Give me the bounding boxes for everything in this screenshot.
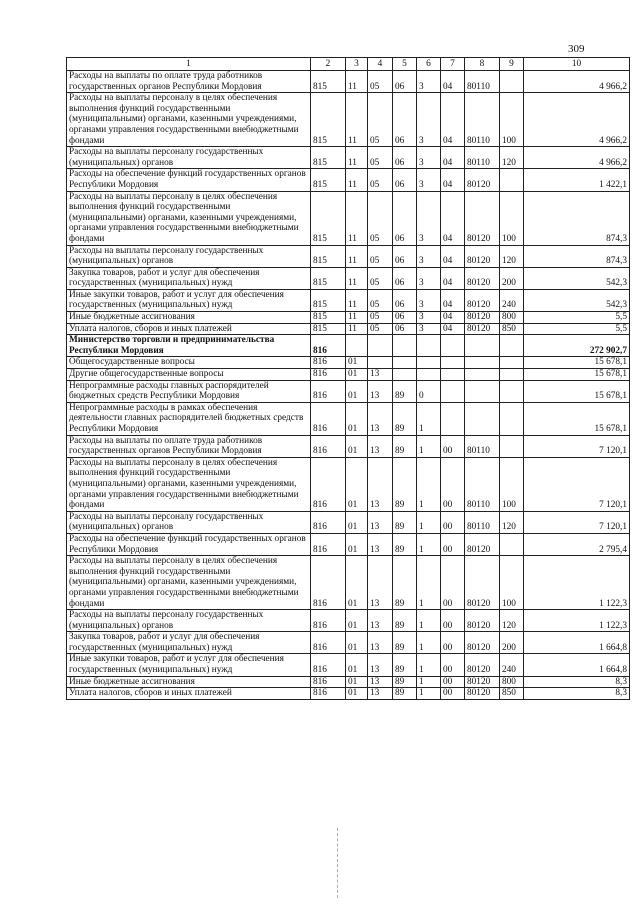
column-header: 8 bbox=[465, 58, 500, 71]
row-name-cell: Общегосударственные вопросы bbox=[67, 357, 311, 369]
code-cell bbox=[441, 402, 465, 435]
table-row bbox=[67, 93, 630, 147]
code-cell: 00 bbox=[441, 610, 465, 632]
column-header: 5 bbox=[393, 58, 417, 71]
code-cell: 89 bbox=[393, 402, 417, 435]
code-cell: 04 bbox=[441, 147, 465, 169]
code-cell: 06 bbox=[393, 312, 417, 324]
code-cell: 1 bbox=[417, 457, 441, 511]
code-cell: 89 bbox=[393, 556, 417, 610]
code-cell bbox=[441, 369, 465, 381]
code-cell: 100 bbox=[500, 93, 524, 147]
row-name-cell: Расходы на выплаты персоналу государственных (муниципальных) органов bbox=[67, 147, 311, 169]
code-cell: 850 bbox=[500, 688, 524, 700]
row-name-cell: Расходы на выплаты по оплате труда работников государственных органов Республики Мордовия bbox=[67, 435, 311, 457]
row-name-cell: Иные закупки товаров, работ и услуг для обеспечения государственных (муниципальных) нужд bbox=[67, 289, 311, 311]
code-cell: 00 bbox=[441, 654, 465, 676]
row-name-cell: Расходы на выплаты персоналу в целях обеспечения выполнения функций государственными (муниципальными) органами, казенными учреждениями, органами управления государственными внебюджетными фондами bbox=[67, 556, 311, 610]
row-name-cell: Расходы на обеспечение функций государственных органов Республики Мордовия bbox=[67, 169, 311, 191]
code-cell: 04 bbox=[441, 323, 465, 335]
code-cell: 3 bbox=[417, 289, 441, 311]
code-cell: 01 bbox=[346, 357, 368, 369]
table-body bbox=[67, 71, 630, 700]
table-row bbox=[67, 380, 630, 402]
row-name-cell: Закупка товаров, работ и услуг для обеспечения государственных (муниципальных) нужд bbox=[67, 632, 311, 654]
column-header: 6 bbox=[417, 58, 441, 71]
column-header: 9 bbox=[500, 58, 524, 71]
code-cell: 80120 bbox=[465, 676, 500, 688]
code-cell: 816 bbox=[311, 654, 346, 676]
code-cell: 01 bbox=[346, 511, 368, 533]
code-cell: 05 bbox=[368, 93, 393, 147]
amount-cell: 15 678,1 bbox=[524, 380, 630, 402]
code-cell: 13 bbox=[368, 610, 393, 632]
code-cell: 11 bbox=[346, 169, 368, 191]
code-cell: 01 bbox=[346, 380, 368, 402]
code-cell bbox=[393, 369, 417, 381]
code-cell: 01 bbox=[346, 688, 368, 700]
code-cell: 05 bbox=[368, 312, 393, 324]
code-cell: 06 bbox=[393, 267, 417, 289]
table-row bbox=[67, 556, 630, 610]
code-cell: 80110 bbox=[465, 147, 500, 169]
code-cell: 815 bbox=[311, 169, 346, 191]
code-cell: 815 bbox=[311, 323, 346, 335]
table-row bbox=[67, 357, 630, 369]
code-cell: 80110 bbox=[465, 93, 500, 147]
code-cell: 80120 bbox=[465, 556, 500, 610]
code-cell: 3 bbox=[417, 312, 441, 324]
code-cell: 89 bbox=[393, 632, 417, 654]
code-cell: 816 bbox=[311, 457, 346, 511]
code-cell: 80120 bbox=[465, 312, 500, 324]
code-cell: 816 bbox=[311, 435, 346, 457]
column-header: 10 bbox=[524, 58, 630, 71]
row-name-cell: Уплата налогов, сборов и иных платежей bbox=[67, 323, 311, 335]
code-cell bbox=[465, 357, 500, 369]
table-row bbox=[67, 169, 630, 191]
code-cell bbox=[441, 357, 465, 369]
code-cell: 3 bbox=[417, 191, 441, 245]
amount-cell: 1 122,3 bbox=[524, 556, 630, 610]
code-cell bbox=[500, 533, 524, 555]
table-row bbox=[67, 323, 630, 335]
code-cell: 815 bbox=[311, 245, 346, 267]
code-cell: 06 bbox=[393, 169, 417, 191]
code-cell: 11 bbox=[346, 289, 368, 311]
code-cell: 816 bbox=[311, 556, 346, 610]
code-cell: 815 bbox=[311, 191, 346, 245]
row-name-cell: Расходы на выплаты персоналу государственных (муниципальных) органов bbox=[67, 610, 311, 632]
code-cell: 815 bbox=[311, 93, 346, 147]
table-row bbox=[67, 676, 630, 688]
code-cell bbox=[441, 335, 465, 357]
code-cell bbox=[441, 380, 465, 402]
code-cell: 06 bbox=[393, 93, 417, 147]
code-cell: 05 bbox=[368, 71, 393, 93]
code-cell: 00 bbox=[441, 688, 465, 700]
table-row bbox=[67, 267, 630, 289]
code-cell: 100 bbox=[500, 191, 524, 245]
code-cell: 816 bbox=[311, 402, 346, 435]
amount-cell: 8,3 bbox=[524, 676, 630, 688]
code-cell: 816 bbox=[311, 357, 346, 369]
code-cell: 04 bbox=[441, 169, 465, 191]
code-cell: 80120 bbox=[465, 267, 500, 289]
row-name-cell: Расходы на выплаты персоналу в целях обеспечения выполнения функций государственными (муниципальными) органами, казенными учреждениями, органами управления государственными внебюджетными фондами bbox=[67, 93, 311, 147]
code-cell: 80120 bbox=[465, 654, 500, 676]
code-cell bbox=[368, 357, 393, 369]
amount-cell: 4 966,2 bbox=[524, 147, 630, 169]
code-cell: 80120 bbox=[465, 191, 500, 245]
code-cell: 01 bbox=[346, 632, 368, 654]
code-cell: 3 bbox=[417, 93, 441, 147]
code-cell: 05 bbox=[368, 289, 393, 311]
code-cell: 11 bbox=[346, 245, 368, 267]
amount-cell: 7 120,1 bbox=[524, 435, 630, 457]
code-cell: 13 bbox=[368, 676, 393, 688]
amount-cell: 1 664,8 bbox=[524, 654, 630, 676]
code-cell bbox=[393, 357, 417, 369]
code-cell: 13 bbox=[368, 457, 393, 511]
code-cell: 01 bbox=[346, 369, 368, 381]
row-name-cell: Непрограммные расходы в рамках обеспечения деятельности главных распорядителей бюджетных средств Республики Мордовия bbox=[67, 402, 311, 435]
amount-cell: 1 122,3 bbox=[524, 610, 630, 632]
code-cell: 80110 bbox=[465, 435, 500, 457]
code-cell: 89 bbox=[393, 533, 417, 555]
table-row bbox=[67, 654, 630, 676]
code-cell: 04 bbox=[441, 191, 465, 245]
code-cell: 06 bbox=[393, 71, 417, 93]
code-cell: 11 bbox=[346, 267, 368, 289]
code-cell: 00 bbox=[441, 511, 465, 533]
table-row bbox=[67, 610, 630, 632]
amount-cell: 5,5 bbox=[524, 312, 630, 324]
amount-cell: 4 966,2 bbox=[524, 71, 630, 93]
code-cell: 3 bbox=[417, 147, 441, 169]
code-cell: 815 bbox=[311, 312, 346, 324]
column-header: 3 bbox=[346, 58, 368, 71]
code-cell: 816 bbox=[311, 511, 346, 533]
table-row bbox=[67, 147, 630, 169]
row-name-cell: Иные бюджетные ассигнования bbox=[67, 676, 311, 688]
code-cell: 89 bbox=[393, 610, 417, 632]
code-cell: 120 bbox=[500, 147, 524, 169]
code-cell bbox=[417, 335, 441, 357]
code-cell: 80120 bbox=[465, 632, 500, 654]
code-cell bbox=[500, 71, 524, 93]
code-cell: 05 bbox=[368, 267, 393, 289]
code-cell: 3 bbox=[417, 323, 441, 335]
amount-cell: 7 120,1 bbox=[524, 457, 630, 511]
code-cell: 816 bbox=[311, 335, 346, 357]
code-cell bbox=[500, 335, 524, 357]
table-row bbox=[67, 632, 630, 654]
code-cell: 05 bbox=[368, 191, 393, 245]
code-cell: 1 bbox=[417, 632, 441, 654]
code-cell: 3 bbox=[417, 267, 441, 289]
code-cell: 11 bbox=[346, 191, 368, 245]
code-cell: 80120 bbox=[465, 533, 500, 555]
code-cell: 13 bbox=[368, 533, 393, 555]
table-row bbox=[67, 369, 630, 381]
code-cell: 240 bbox=[500, 654, 524, 676]
code-cell: 89 bbox=[393, 654, 417, 676]
code-cell: 13 bbox=[368, 654, 393, 676]
code-cell: 1 bbox=[417, 402, 441, 435]
code-cell bbox=[500, 369, 524, 381]
code-cell: 80120 bbox=[465, 289, 500, 311]
code-cell: 120 bbox=[500, 245, 524, 267]
table-row bbox=[67, 245, 630, 267]
table-row bbox=[67, 402, 630, 435]
amount-cell: 542,3 bbox=[524, 267, 630, 289]
amount-cell: 4 966,2 bbox=[524, 93, 630, 147]
code-cell: 13 bbox=[368, 369, 393, 381]
code-cell: 11 bbox=[346, 312, 368, 324]
code-cell bbox=[346, 335, 368, 357]
row-name-cell: Расходы на выплаты персоналу в целях обеспечения выполнения функций государственными (муниципальными) органами, казенными учреждениями, органами управления государственными внебюджетными фондами bbox=[67, 191, 311, 245]
code-cell: 01 bbox=[346, 610, 368, 632]
code-cell: 01 bbox=[346, 457, 368, 511]
row-name-cell: Расходы на выплаты персоналу государственных (муниципальных) органов bbox=[67, 511, 311, 533]
code-cell: 1 bbox=[417, 556, 441, 610]
code-cell: 89 bbox=[393, 457, 417, 511]
table-row bbox=[67, 312, 630, 324]
code-cell: 815 bbox=[311, 71, 346, 93]
column-header: 7 bbox=[441, 58, 465, 71]
code-cell: 3 bbox=[417, 71, 441, 93]
table-row bbox=[67, 435, 630, 457]
code-cell bbox=[465, 369, 500, 381]
table-row bbox=[67, 191, 630, 245]
amount-cell: 15 678,1 bbox=[524, 369, 630, 381]
table-row bbox=[67, 335, 630, 357]
code-cell: 1 bbox=[417, 654, 441, 676]
code-cell: 13 bbox=[368, 632, 393, 654]
code-cell: 06 bbox=[393, 323, 417, 335]
table-header-row bbox=[67, 58, 630, 71]
code-cell: 1 bbox=[417, 676, 441, 688]
code-cell bbox=[500, 435, 524, 457]
code-cell: 04 bbox=[441, 312, 465, 324]
code-cell: 06 bbox=[393, 147, 417, 169]
code-cell: 3 bbox=[417, 245, 441, 267]
code-cell: 80120 bbox=[465, 610, 500, 632]
amount-cell: 874,3 bbox=[524, 191, 630, 245]
code-cell bbox=[417, 369, 441, 381]
table-row bbox=[67, 688, 630, 700]
code-cell bbox=[500, 380, 524, 402]
amount-cell: 8,3 bbox=[524, 688, 630, 700]
column-header: 1 bbox=[67, 58, 311, 71]
row-name-cell: Расходы на выплаты персоналу в целях обеспечения выполнения функций государственными (муниципальными) органами, казенными учреждениями, органами управления государственными внебюджетными фондами bbox=[67, 457, 311, 511]
amount-cell: 5,5 bbox=[524, 323, 630, 335]
code-cell: 04 bbox=[441, 245, 465, 267]
code-cell: 06 bbox=[393, 289, 417, 311]
row-name-cell: Расходы на выплаты по оплате труда работников государственных органов Республики Мордовия bbox=[67, 71, 311, 93]
code-cell: 816 bbox=[311, 610, 346, 632]
code-cell: 1 bbox=[417, 610, 441, 632]
table-row bbox=[67, 457, 630, 511]
code-cell bbox=[465, 380, 500, 402]
fold-line bbox=[337, 828, 338, 898]
row-name-cell: Иные бюджетные ассигнования bbox=[67, 312, 311, 324]
table-row bbox=[67, 511, 630, 533]
code-cell: 100 bbox=[500, 457, 524, 511]
row-name-cell: Уплата налогов, сборов и иных платежей bbox=[67, 688, 311, 700]
row-name-cell: Расходы на обеспечение функций государственных органов Республики Мордовия bbox=[67, 533, 311, 555]
code-cell: 00 bbox=[441, 457, 465, 511]
code-cell: 01 bbox=[346, 654, 368, 676]
code-cell: 816 bbox=[311, 632, 346, 654]
code-cell: 816 bbox=[311, 688, 346, 700]
code-cell: 815 bbox=[311, 267, 346, 289]
code-cell: 815 bbox=[311, 289, 346, 311]
code-cell: 11 bbox=[346, 93, 368, 147]
code-cell: 13 bbox=[368, 511, 393, 533]
code-cell: 80110 bbox=[465, 457, 500, 511]
code-cell: 80120 bbox=[465, 688, 500, 700]
code-cell: 04 bbox=[441, 71, 465, 93]
code-cell: 13 bbox=[368, 402, 393, 435]
code-cell: 11 bbox=[346, 323, 368, 335]
code-cell: 100 bbox=[500, 556, 524, 610]
row-name-cell: Министерство торговли и предпринимательства Республики Мордовия bbox=[67, 335, 311, 357]
code-cell: 240 bbox=[500, 289, 524, 311]
code-cell: 80120 bbox=[465, 245, 500, 267]
code-cell bbox=[500, 402, 524, 435]
code-cell: 00 bbox=[441, 435, 465, 457]
code-cell: 850 bbox=[500, 323, 524, 335]
amount-cell: 1 664,8 bbox=[524, 632, 630, 654]
code-cell: 01 bbox=[346, 435, 368, 457]
code-cell: 13 bbox=[368, 688, 393, 700]
amount-cell: 1 422,1 bbox=[524, 169, 630, 191]
code-cell: 80110 bbox=[465, 511, 500, 533]
code-cell bbox=[500, 169, 524, 191]
code-cell: 05 bbox=[368, 245, 393, 267]
code-cell: 05 bbox=[368, 169, 393, 191]
code-cell: 80120 bbox=[465, 323, 500, 335]
code-cell: 816 bbox=[311, 380, 346, 402]
code-cell: 13 bbox=[368, 556, 393, 610]
code-cell: 11 bbox=[346, 147, 368, 169]
code-cell: 80110 bbox=[465, 71, 500, 93]
code-cell: 3 bbox=[417, 169, 441, 191]
code-cell: 800 bbox=[500, 676, 524, 688]
code-cell: 11 bbox=[346, 71, 368, 93]
code-cell: 01 bbox=[346, 533, 368, 555]
table-row bbox=[67, 533, 630, 555]
amount-cell: 272 902,7 bbox=[524, 335, 630, 357]
code-cell: 00 bbox=[441, 533, 465, 555]
code-cell: 13 bbox=[368, 435, 393, 457]
amount-cell: 7 120,1 bbox=[524, 511, 630, 533]
code-cell: 06 bbox=[393, 245, 417, 267]
code-cell: 80120 bbox=[465, 169, 500, 191]
code-cell: 01 bbox=[346, 402, 368, 435]
code-cell: 05 bbox=[368, 323, 393, 335]
code-cell bbox=[393, 335, 417, 357]
row-name-cell: Другие общегосударственные вопросы bbox=[67, 369, 311, 381]
code-cell: 816 bbox=[311, 369, 346, 381]
code-cell bbox=[500, 357, 524, 369]
code-cell: 0 bbox=[417, 380, 441, 402]
code-cell: 1 bbox=[417, 688, 441, 700]
code-cell: 05 bbox=[368, 147, 393, 169]
code-cell bbox=[465, 402, 500, 435]
amount-cell: 874,3 bbox=[524, 245, 630, 267]
code-cell: 200 bbox=[500, 267, 524, 289]
code-cell: 89 bbox=[393, 380, 417, 402]
table-row bbox=[67, 71, 630, 93]
column-header: 4 bbox=[368, 58, 393, 71]
table-row bbox=[67, 289, 630, 311]
amount-cell: 15 678,1 bbox=[524, 402, 630, 435]
budget-table bbox=[66, 57, 630, 700]
code-cell: 13 bbox=[368, 380, 393, 402]
code-cell: 00 bbox=[441, 556, 465, 610]
code-cell: 816 bbox=[311, 533, 346, 555]
code-cell: 1 bbox=[417, 511, 441, 533]
code-cell: 00 bbox=[441, 632, 465, 654]
amount-cell: 2 795,4 bbox=[524, 533, 630, 555]
amount-cell: 15 678,1 bbox=[524, 357, 630, 369]
code-cell bbox=[368, 335, 393, 357]
row-name-cell: Расходы на выплаты персоналу государственных (муниципальных) органов bbox=[67, 245, 311, 267]
row-name-cell: Непрограммные расходы главных распорядителей бюджетных средств Республики Мордовия bbox=[67, 380, 311, 402]
code-cell: 816 bbox=[311, 676, 346, 688]
code-cell: 120 bbox=[500, 610, 524, 632]
code-cell: 1 bbox=[417, 533, 441, 555]
code-cell bbox=[465, 335, 500, 357]
code-cell: 800 bbox=[500, 312, 524, 324]
row-name-cell: Закупка товаров, работ и услуг для обеспечения государственных (муниципальных) нужд bbox=[67, 267, 311, 289]
code-cell bbox=[417, 357, 441, 369]
row-name-cell: Иные закупки товаров, работ и услуг для обеспечения государственных (муниципальных) нужд bbox=[67, 654, 311, 676]
code-cell: 89 bbox=[393, 511, 417, 533]
code-cell: 89 bbox=[393, 688, 417, 700]
code-cell: 1 bbox=[417, 435, 441, 457]
code-cell: 01 bbox=[346, 676, 368, 688]
code-cell: 04 bbox=[441, 267, 465, 289]
page-number: 309 bbox=[568, 43, 585, 55]
code-cell: 04 bbox=[441, 289, 465, 311]
code-cell: 00 bbox=[441, 676, 465, 688]
code-cell: 200 bbox=[500, 632, 524, 654]
code-cell: 815 bbox=[311, 147, 346, 169]
amount-cell: 542,3 bbox=[524, 289, 630, 311]
code-cell: 06 bbox=[393, 191, 417, 245]
column-header: 2 bbox=[311, 58, 346, 71]
code-cell: 01 bbox=[346, 556, 368, 610]
code-cell: 120 bbox=[500, 511, 524, 533]
code-cell: 89 bbox=[393, 435, 417, 457]
code-cell: 04 bbox=[441, 93, 465, 147]
code-cell: 89 bbox=[393, 676, 417, 688]
